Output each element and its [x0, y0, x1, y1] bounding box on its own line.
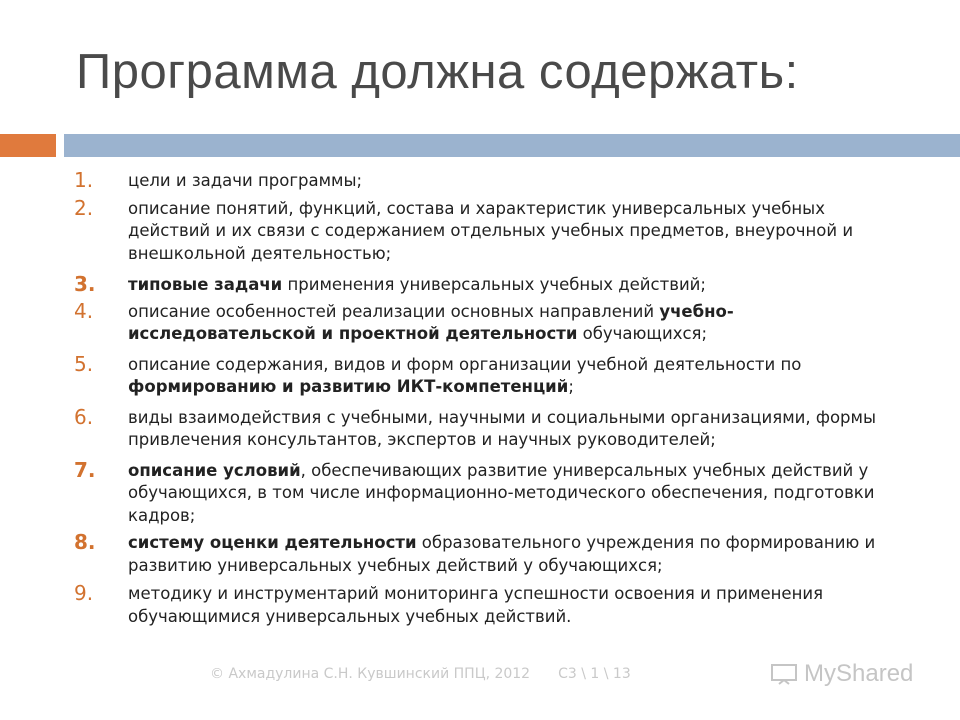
item-text-bold: типовые задачи — [128, 275, 283, 294]
item-number: 1. — [74, 168, 94, 192]
footer-page: С3 \ 1 \ 13 — [558, 666, 631, 682]
item-text-bold: описание условий — [128, 460, 301, 480]
item-text-bold: формированию и развитию ИКТ-компетенций — [128, 377, 569, 396]
list-item — [74, 170, 894, 193]
list-item — [74, 532, 894, 577]
requirements-list — [74, 170, 894, 628]
list-item — [74, 195, 894, 266]
presentation-icon — [770, 663, 798, 685]
item-number: 5. — [74, 351, 94, 376]
list-item — [74, 298, 894, 346]
item-text — [128, 199, 853, 263]
item-text — [128, 584, 823, 626]
item-text-run: обучающихся; — [577, 324, 708, 343]
list-item — [74, 404, 894, 452]
item-text — [128, 355, 801, 397]
item-text-run: методику и инструментарий мониторинга успешности освоения и применения обучающимися универсальных учебных действий. — [128, 584, 824, 626]
item-text-run: виды взаимодействия с учебными, научными и социальными организациями, формы привлечения консультантов, экспертов и научных руководителей; — [128, 407, 877, 449]
footer-author: © Ахмадулина С.Н. Кувшинский ППЦ, 2012 — [210, 666, 531, 682]
item-text — [128, 533, 875, 575]
slide-title: Программа должна содержать: — [76, 45, 799, 99]
item-text-bold: систему оценки деятельности — [128, 533, 417, 552]
item-number: 6. — [74, 404, 94, 429]
item-number: 2. — [74, 195, 94, 220]
brand-name: MyShared — [804, 660, 914, 687]
item-text-run: описание понятий, функций, состава и характеристик универсальных учебных действий и их связи с содержанием отдельных учебных предметов, внеурочной и внешкольной деятельностью; — [128, 198, 854, 263]
item-text-run: цели и задачи программы; — [128, 171, 363, 190]
list-item — [74, 274, 894, 297]
item-number: 3. — [74, 272, 96, 296]
item-text — [128, 408, 876, 450]
list-item — [74, 457, 894, 528]
item-text — [128, 171, 362, 190]
item-text — [128, 302, 734, 344]
item-number: 7. — [74, 457, 96, 482]
item-text-run: описание особенностей реализации основных направлений — [128, 301, 660, 321]
accent-bar-blue — [64, 134, 960, 157]
item-text-run: , обеспечивающих развитие универсальных учебных действий у обучающихся, в том числе информационно-методического обеспечения, подготовки кадров; — [128, 460, 875, 525]
slide-footer — [210, 666, 631, 682]
item-text-run: применения универсальных учебных действий; — [282, 275, 706, 294]
list-item — [74, 351, 894, 399]
item-text-run: описание содержания, видов и форм организации учебной деятельности по — [128, 354, 802, 374]
item-text — [128, 275, 706, 294]
item-number: 4. — [74, 298, 94, 323]
accent-bar-orange — [0, 134, 56, 157]
item-number: 9. — [74, 581, 94, 605]
item-number: 8. — [74, 530, 96, 554]
item-text-run: образовательного учреждения по формированию и развитию универсальных учебных действий у обучающихся; — [128, 533, 876, 575]
item-text — [128, 461, 875, 525]
list-item — [74, 583, 894, 628]
item-text-bold: учебно-исследовательской и проектной деятельности — [128, 301, 734, 343]
myshared-watermark — [770, 660, 913, 688]
item-text-run: ; — [568, 377, 574, 396]
